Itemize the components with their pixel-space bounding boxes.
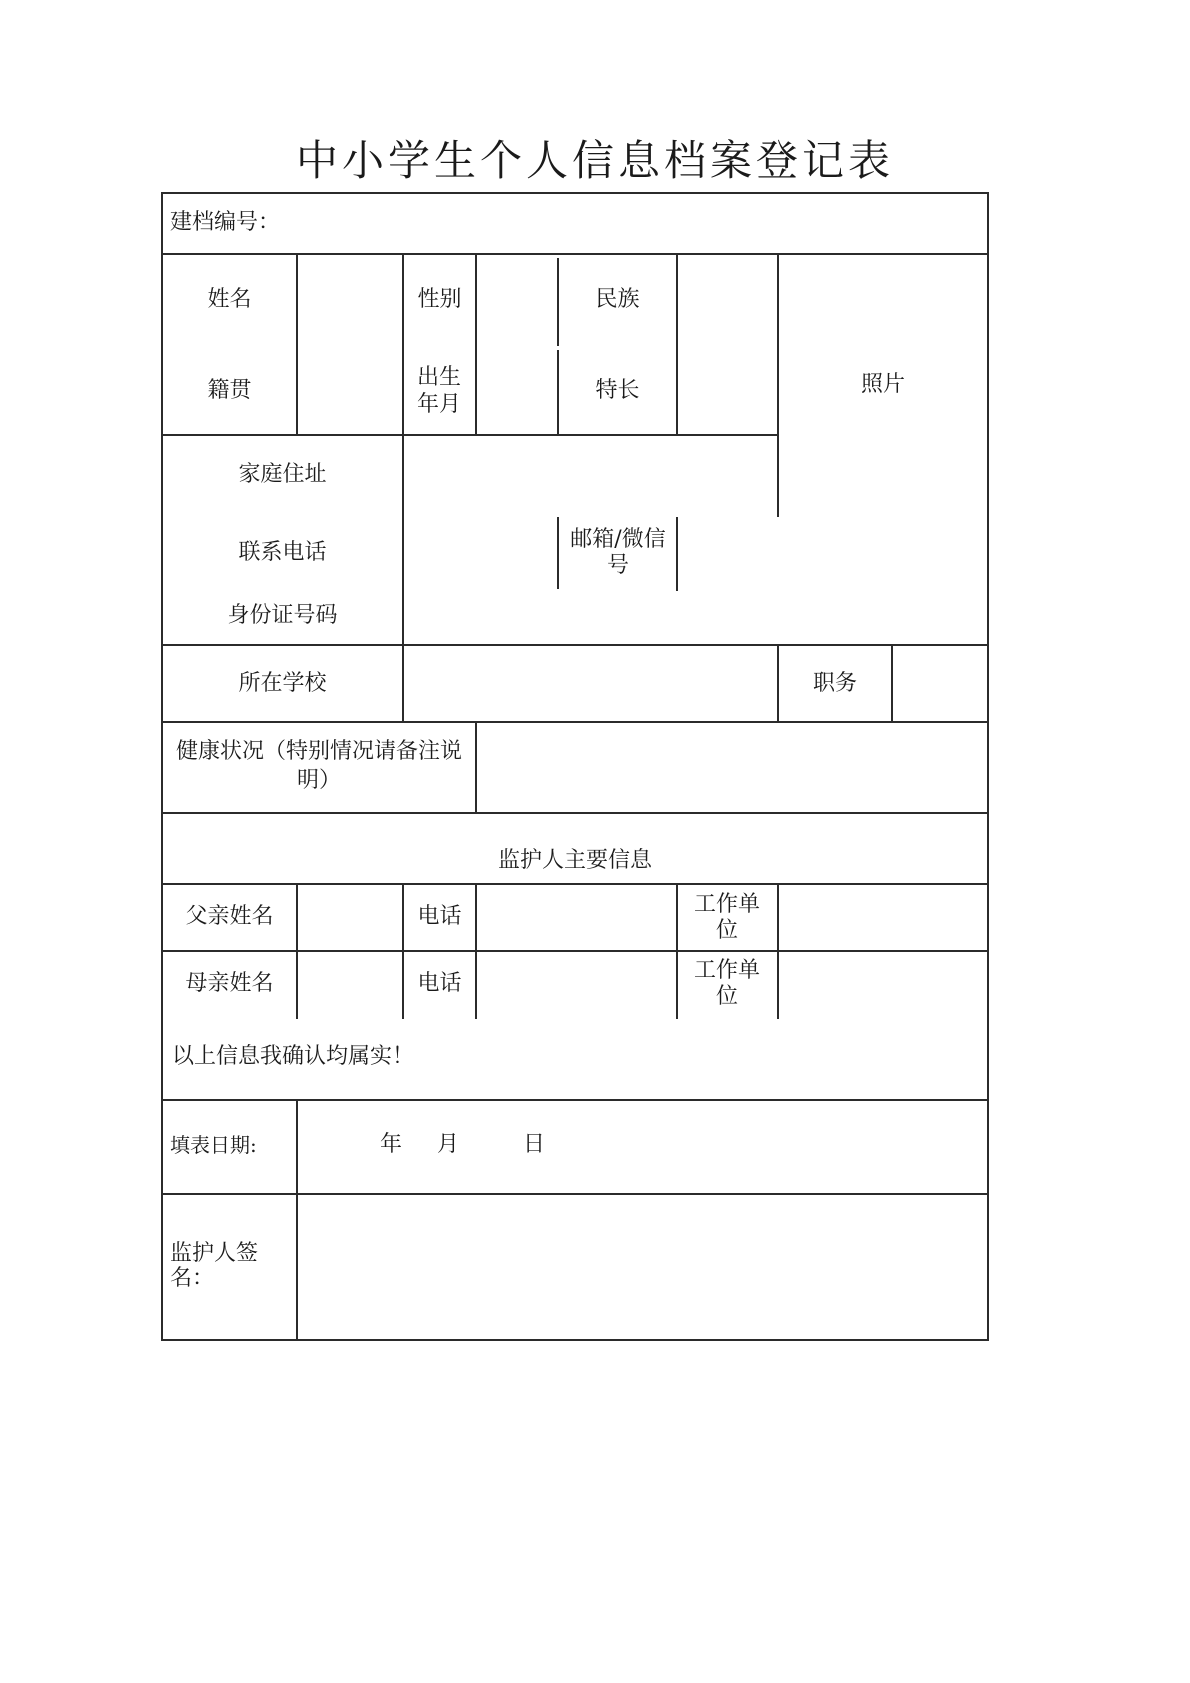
gender-label: 性别 [417,287,462,312]
mother-phone-label: 电话 [417,971,462,996]
home-address-label: 家庭住址 [238,462,327,487]
table-border-top [161,192,989,194]
file-no-label: 建档编号： [170,210,281,235]
school-label: 所在学校 [238,671,327,696]
email-wechat-label: 邮箱/微信号 [570,527,666,578]
position-field[interactable] [893,646,987,721]
mother-name-field[interactable] [298,952,402,1019]
table-border-bottom [161,1339,989,1341]
col-divider [676,883,678,1019]
date-month-label: 月 [437,1132,460,1157]
id-number-label: 身份证号码 [227,603,338,628]
id-number-field[interactable] [404,590,987,644]
name-field[interactable] [298,255,402,345]
fill-date-field[interactable] [298,1101,987,1193]
email-wechat-field[interactable] [678,517,987,589]
fill-date-label: 填表日期: [170,1133,257,1157]
page-title: 中小学生个人信息档案登记表 [295,136,894,185]
birth-month-field[interactable] [477,346,557,434]
phone-field[interactable] [404,517,557,589]
father-name-label: 父亲姓名 [185,904,274,929]
mother-phone-field[interactable] [477,952,676,1019]
col-divider [557,517,559,589]
father-phone-label: 电话 [417,904,462,929]
mother-work-field[interactable] [779,952,987,1019]
guardian-section-title: 监护人主要信息 [497,848,652,873]
guardian-sign-label: 监护人签名： [170,1241,259,1291]
row-divider [161,812,989,814]
school-field[interactable] [404,646,777,721]
photo-label: 照片 [860,372,905,397]
father-work-label: 工作单位 [693,892,760,943]
native-place-label: 籍贯 [207,378,252,403]
table-border-left [161,192,163,1341]
health-label: 健康状况（特别情况请备注说明） [175,739,462,793]
guardian-sign-field[interactable] [298,1195,987,1339]
name-label: 姓名 [207,287,252,312]
phone-label: 联系电话 [238,540,327,565]
specialty-label: 特长 [595,378,640,403]
native-place-field[interactable] [298,346,402,434]
ethnicity-label: 民族 [595,287,640,312]
date-day-label: 日 [523,1132,546,1157]
date-year-label: 年 [380,1132,403,1157]
photo-area[interactable] [779,255,987,517]
confirm-statement: 以上信息我确认均属实！ [172,1044,415,1069]
specialty-field[interactable] [678,346,777,434]
health-field[interactable] [477,723,987,812]
table-border-right [987,192,989,1341]
home-address-field[interactable] [404,436,777,516]
father-name-field[interactable] [298,885,402,950]
mother-name-label: 母亲姓名 [185,971,274,996]
father-phone-field[interactable] [477,885,676,950]
mother-work-label: 工作单位 [693,958,760,1009]
gender-field[interactable] [477,255,557,345]
position-label: 职务 [812,671,857,696]
birth-month-label: 出生年月 [416,365,461,417]
father-work-field[interactable] [779,885,987,950]
ethnicity-field[interactable] [678,255,777,345]
